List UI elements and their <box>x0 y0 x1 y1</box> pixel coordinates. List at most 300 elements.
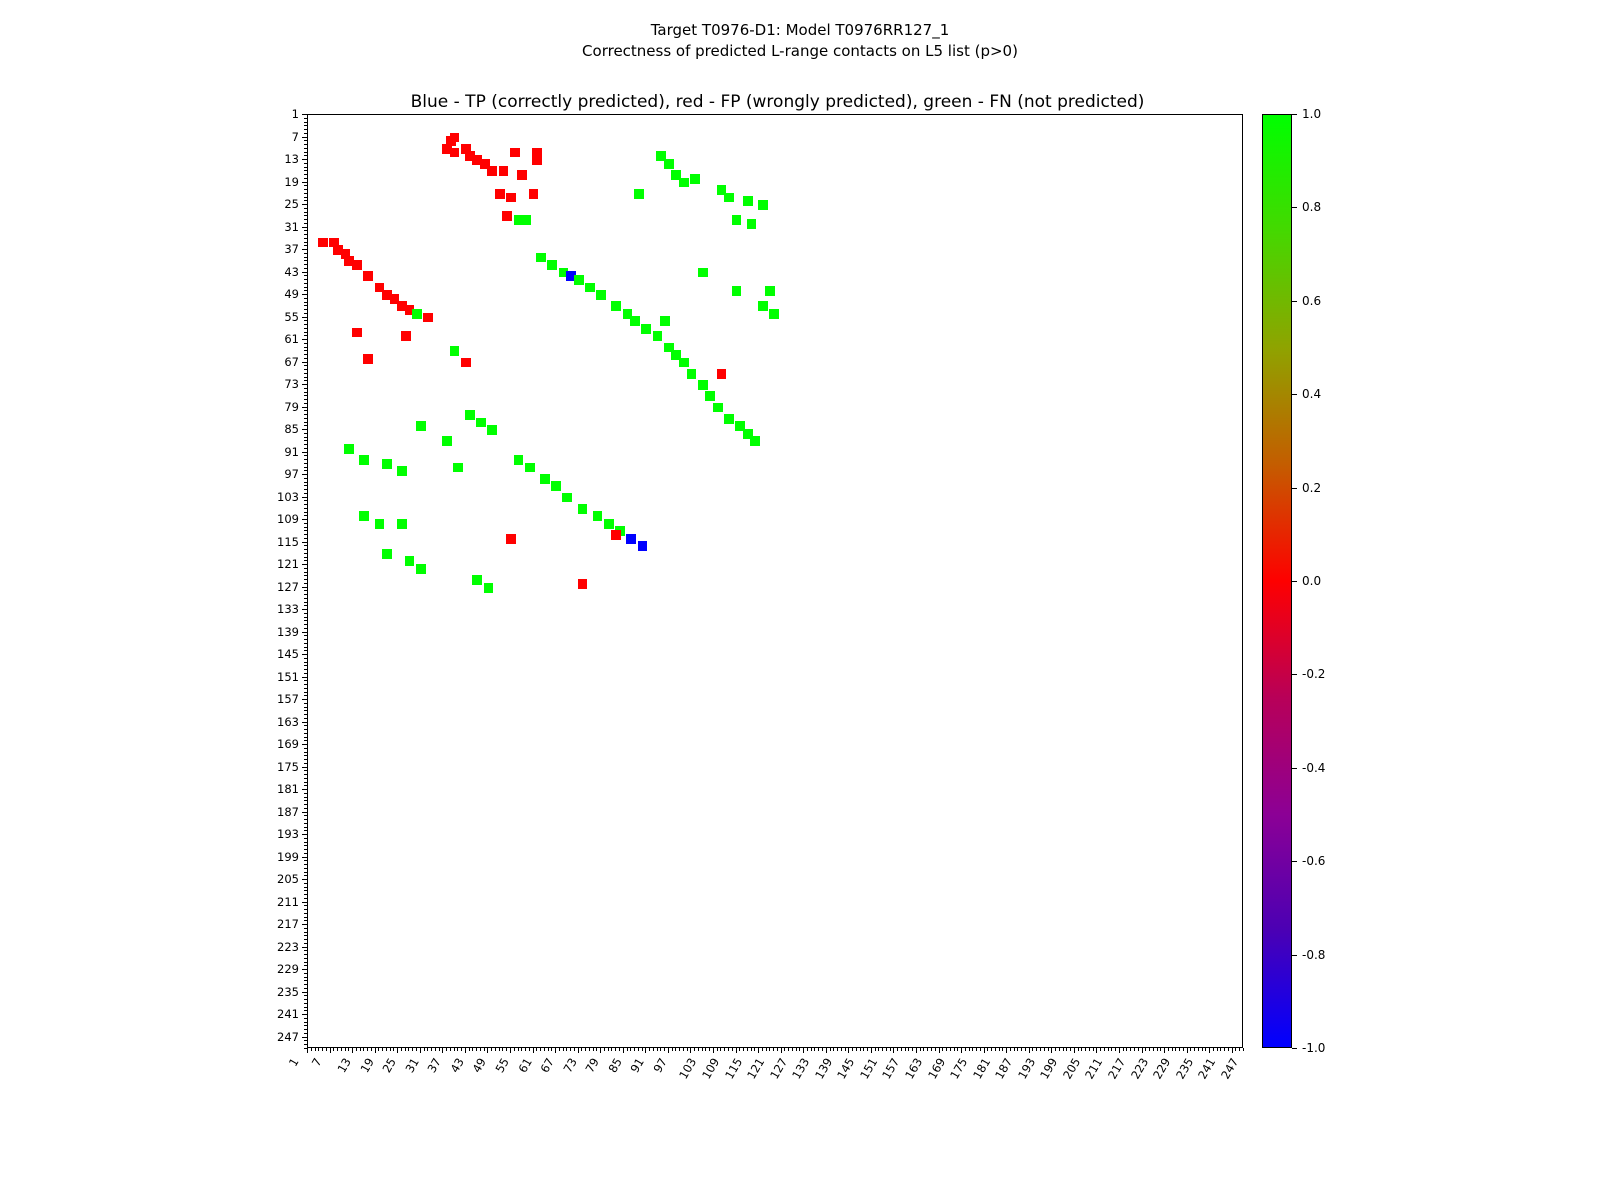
contact-cell <box>359 511 369 521</box>
x-minor-tick <box>1138 1048 1139 1051</box>
x-minor-tick <box>1044 1048 1045 1051</box>
colorbar-tick-label: -0.4 <box>1302 760 1326 775</box>
x-tick-label: 235 <box>1172 1055 1196 1082</box>
contact-cell <box>626 534 636 544</box>
x-minor-tick <box>1025 1048 1026 1051</box>
x-tick-label: 109 <box>699 1055 723 1082</box>
x-tick-mark <box>1187 1048 1188 1053</box>
x-tick-mark <box>713 1048 714 1053</box>
x-minor-tick <box>611 1048 612 1051</box>
colorbar-tick-label: -0.6 <box>1302 854 1326 869</box>
y-tick-label: 241 <box>277 1007 299 1022</box>
contact-cell <box>397 466 407 476</box>
x-minor-tick <box>348 1048 349 1051</box>
x-tick-mark <box>848 1048 849 1053</box>
x-minor-tick <box>856 1048 857 1051</box>
y-tick-label: 73 <box>284 377 299 392</box>
contact-cell <box>423 313 433 323</box>
y-tick-label: 169 <box>277 737 299 752</box>
x-tick-mark <box>1029 1048 1030 1053</box>
x-minor-tick <box>754 1048 755 1051</box>
x-minor-tick <box>961 1048 962 1051</box>
x-tick-label: 61 <box>514 1055 535 1076</box>
x-minor-tick <box>799 1048 800 1051</box>
x-minor-tick <box>510 1048 511 1051</box>
y-tick-label: 175 <box>277 759 299 774</box>
x-minor-tick <box>987 1048 988 1051</box>
x-minor-tick <box>743 1048 744 1051</box>
contact-cell <box>765 286 775 296</box>
x-minor-tick <box>548 1048 549 1051</box>
x-minor-tick <box>529 1048 530 1051</box>
x-minor-tick <box>954 1048 955 1051</box>
x-minor-tick <box>668 1048 669 1051</box>
colorbar-tick-mark <box>1292 955 1297 956</box>
x-minor-tick <box>352 1048 353 1051</box>
x-minor-tick <box>901 1048 902 1051</box>
y-tick-label: 37 <box>284 242 299 257</box>
x-minor-tick <box>1063 1048 1064 1051</box>
x-minor-tick <box>1040 1048 1041 1051</box>
x-minor-tick <box>405 1048 406 1051</box>
x-minor-tick <box>905 1048 906 1051</box>
contact-cell <box>521 215 531 225</box>
y-tick-label: 25 <box>284 197 299 212</box>
x-tick-mark <box>420 1048 421 1053</box>
colorbar-tick-mark <box>1292 301 1297 302</box>
contact-cell <box>660 316 670 326</box>
x-minor-tick <box>1066 1048 1067 1051</box>
x-minor-tick <box>792 1048 793 1051</box>
x-tick-label: 145 <box>834 1055 858 1082</box>
x-minor-tick <box>1149 1048 1150 1051</box>
x-minor-tick <box>762 1048 763 1051</box>
x-tick-label: 205 <box>1059 1055 1084 1082</box>
x-minor-tick <box>863 1048 864 1051</box>
x-minor-tick <box>657 1048 658 1051</box>
contact-cell <box>690 174 700 184</box>
x-tick-mark <box>893 1048 894 1053</box>
x-minor-tick <box>566 1048 567 1051</box>
x-tick-mark <box>533 1048 534 1053</box>
y-tick-label: 43 <box>284 264 299 279</box>
contact-cell <box>698 268 708 278</box>
contact-map-plot <box>277 107 1243 1082</box>
y-tick-label: 145 <box>277 647 299 662</box>
x-minor-tick <box>784 1048 785 1051</box>
x-tick-mark <box>487 1048 488 1053</box>
x-tick-label: 73 <box>560 1055 580 1076</box>
x-minor-tick <box>920 1048 921 1051</box>
contact-cell <box>574 275 584 285</box>
x-minor-tick <box>766 1048 767 1051</box>
x-minor-tick <box>307 1048 308 1051</box>
contact-cell <box>611 301 621 311</box>
y-tick-label: 205 <box>277 872 299 887</box>
x-minor-tick <box>574 1048 575 1051</box>
x-minor-tick <box>1111 1048 1112 1051</box>
x-tick-mark <box>736 1048 737 1053</box>
x-minor-tick <box>736 1048 737 1051</box>
x-minor-tick <box>333 1048 334 1051</box>
x-tick-mark <box>668 1048 669 1053</box>
x-minor-tick <box>1119 1048 1120 1051</box>
x-tick-mark <box>442 1048 443 1053</box>
x-tick-mark <box>1164 1048 1165 1053</box>
x-minor-tick <box>781 1048 782 1051</box>
x-minor-tick <box>927 1048 928 1051</box>
contact-cell <box>698 380 708 390</box>
x-minor-tick <box>942 1048 943 1051</box>
x-minor-tick <box>367 1048 368 1051</box>
x-minor-tick <box>619 1048 620 1051</box>
contact-cell <box>363 271 373 281</box>
y-tick-label: 103 <box>277 489 299 504</box>
x-tick-label: 115 <box>721 1055 745 1082</box>
contact-cell <box>442 436 452 446</box>
x-minor-tick <box>439 1048 440 1051</box>
contact-cell <box>638 541 648 551</box>
x-minor-tick <box>371 1048 372 1051</box>
contact-cell <box>416 421 426 431</box>
x-minor-tick <box>1209 1048 1210 1051</box>
contact-cell <box>724 193 734 203</box>
x-minor-tick <box>420 1048 421 1051</box>
x-minor-tick <box>705 1048 706 1051</box>
contact-cell <box>540 474 550 484</box>
colorbar-tick-label: 0.0 <box>1302 574 1322 588</box>
x-minor-tick <box>487 1048 488 1051</box>
colorbar <box>1262 107 1326 1055</box>
x-minor-tick <box>991 1048 992 1051</box>
y-tick-label: 19 <box>284 174 299 189</box>
x-tick-mark <box>939 1048 940 1053</box>
y-tick-label: 79 <box>284 399 299 414</box>
x-minor-tick <box>559 1048 560 1051</box>
x-minor-tick <box>1134 1048 1135 1051</box>
x-tick-mark <box>555 1048 556 1053</box>
x-tick-mark <box>781 1048 782 1053</box>
x-minor-tick <box>465 1048 466 1051</box>
x-tick-label: 1 <box>285 1055 302 1069</box>
x-minor-tick <box>822 1048 823 1051</box>
y-tick-label: 139 <box>277 624 299 639</box>
x-minor-tick <box>1006 1048 1007 1051</box>
x-minor-tick <box>615 1048 616 1051</box>
x-minor-tick <box>401 1048 402 1051</box>
colorbar-tick-mark <box>1292 768 1297 769</box>
x-minor-tick <box>1205 1048 1206 1051</box>
contact-cell <box>375 519 385 529</box>
x-minor-tick <box>1220 1048 1221 1051</box>
x-minor-tick <box>476 1048 477 1051</box>
contact-cell <box>611 530 621 540</box>
x-minor-tick <box>1213 1048 1214 1051</box>
contact-cell <box>547 260 557 270</box>
contact-cell <box>499 166 509 176</box>
contact-cell <box>758 200 768 210</box>
x-tick-label: 217 <box>1105 1055 1129 1082</box>
x-minor-tick <box>1093 1048 1094 1051</box>
x-minor-tick <box>311 1048 312 1051</box>
x-minor-tick <box>867 1048 868 1051</box>
contact-cell <box>634 189 644 199</box>
contact-cell <box>743 196 753 206</box>
x-minor-tick <box>345 1048 346 1051</box>
contact-cell <box>679 358 689 368</box>
x-minor-tick <box>1126 1048 1127 1051</box>
x-minor-tick <box>890 1048 891 1051</box>
contact-cell <box>705 391 715 401</box>
x-minor-tick <box>506 1048 507 1051</box>
x-minor-tick <box>690 1048 691 1051</box>
contact-cell <box>732 215 742 225</box>
x-minor-tick <box>1239 1048 1240 1051</box>
x-minor-tick <box>1153 1048 1154 1051</box>
x-minor-tick <box>912 1048 913 1051</box>
x-minor-tick <box>848 1048 849 1051</box>
x-minor-tick <box>1002 1048 1003 1051</box>
x-tick-mark <box>1096 1048 1097 1053</box>
contact-cell <box>506 534 516 544</box>
x-minor-tick <box>1217 1048 1218 1051</box>
x-minor-tick <box>826 1048 827 1051</box>
x-tick-label: 163 <box>902 1055 926 1082</box>
x-minor-tick <box>341 1048 342 1051</box>
y-tick-label: 133 <box>277 602 299 617</box>
x-minor-tick <box>908 1048 909 1051</box>
x-tick-label: 121 <box>744 1055 768 1082</box>
x-tick-label: 127 <box>766 1055 790 1082</box>
x-minor-tick <box>886 1048 887 1051</box>
contact-cell <box>585 283 595 293</box>
x-tick-mark <box>826 1048 827 1053</box>
x-tick-mark <box>1051 1048 1052 1053</box>
x-minor-tick <box>687 1048 688 1051</box>
x-minor-tick <box>1130 1048 1131 1051</box>
x-minor-tick <box>386 1048 387 1051</box>
x-tick-label: 241 <box>1195 1055 1219 1082</box>
x-tick-mark <box>1232 1048 1233 1053</box>
x-minor-tick <box>811 1048 812 1051</box>
x-minor-tick <box>1070 1048 1071 1051</box>
x-minor-tick <box>965 1048 966 1051</box>
x-minor-tick <box>837 1048 838 1051</box>
x-minor-tick <box>694 1048 695 1051</box>
x-minor-tick <box>713 1048 714 1051</box>
x-minor-tick <box>521 1048 522 1051</box>
x-tick-mark <box>352 1048 353 1053</box>
x-minor-tick <box>469 1048 470 1051</box>
colorbar-tick-label: 0.4 <box>1302 387 1322 402</box>
y-tick-label: 121 <box>277 557 299 572</box>
x-minor-tick <box>551 1048 552 1051</box>
x-minor-tick <box>326 1048 327 1051</box>
x-minor-tick <box>472 1048 473 1051</box>
contact-cell <box>359 455 369 465</box>
x-minor-tick <box>337 1048 338 1051</box>
x-minor-tick <box>1017 1048 1018 1051</box>
contact-cell <box>532 155 542 165</box>
x-minor-tick <box>1014 1048 1015 1051</box>
x-tick-label: 211 <box>1082 1055 1106 1082</box>
x-tick-mark <box>1074 1048 1075 1053</box>
x-minor-tick <box>634 1048 635 1051</box>
y-tick-label: 127 <box>277 579 299 594</box>
x-tick-mark <box>1209 1048 1210 1053</box>
y-tick-label: 193 <box>277 827 299 842</box>
x-minor-tick <box>1160 1048 1161 1051</box>
x-minor-tick <box>709 1048 710 1051</box>
x-minor-tick <box>457 1048 458 1051</box>
title-line-2: Correctness of predicted L-range contacts on L5 list (p>0) <box>582 42 1018 60</box>
x-tick-mark <box>578 1048 579 1053</box>
x-minor-tick <box>923 1048 924 1051</box>
contact-cell <box>551 481 561 491</box>
x-tick-mark <box>984 1048 985 1053</box>
x-minor-tick <box>845 1048 846 1051</box>
x-minor-tick <box>536 1048 537 1051</box>
x-tick-label: 67 <box>537 1055 557 1076</box>
x-minor-tick <box>442 1048 443 1051</box>
x-minor-tick <box>1202 1048 1203 1051</box>
x-minor-tick <box>675 1048 676 1051</box>
colorbar-tick-label: -0.2 <box>1302 667 1326 682</box>
x-tick-mark <box>397 1048 398 1053</box>
x-minor-tick <box>1078 1048 1079 1051</box>
contact-cell <box>604 519 614 529</box>
x-minor-tick <box>431 1048 432 1051</box>
x-minor-tick <box>480 1048 481 1051</box>
contact-cell <box>510 148 520 158</box>
x-minor-tick <box>1175 1048 1176 1051</box>
x-tick-label: 55 <box>492 1055 512 1076</box>
x-tick-label: 91 <box>627 1055 648 1076</box>
x-minor-tick <box>999 1048 1000 1051</box>
x-minor-tick <box>495 1048 496 1051</box>
x-minor-tick <box>1036 1048 1037 1051</box>
colorbar-tick-label: -1.0 <box>1302 1041 1326 1055</box>
y-tick-label: 199 <box>277 849 299 864</box>
x-minor-tick <box>1055 1048 1056 1051</box>
y-minor-tick <box>304 1048 307 1049</box>
contact-cell <box>529 189 539 199</box>
x-minor-tick <box>841 1048 842 1051</box>
contact-cell <box>502 211 512 221</box>
x-minor-tick <box>533 1048 534 1051</box>
x-minor-tick <box>623 1048 624 1051</box>
colorbar-tick-mark <box>1292 488 1297 489</box>
contact-cell <box>578 504 588 514</box>
colorbar-tick-label: 0.8 <box>1302 200 1322 215</box>
x-minor-tick <box>1243 1048 1244 1051</box>
x-minor-tick <box>773 1048 774 1051</box>
x-tick-label: 103 <box>676 1055 700 1082</box>
contact-cell <box>687 369 697 379</box>
x-minor-tick <box>758 1048 759 1051</box>
x-minor-tick <box>544 1048 545 1051</box>
x-tick-label: 13 <box>334 1055 354 1076</box>
x-tick-label: 157 <box>879 1055 903 1082</box>
x-minor-tick <box>777 1048 778 1051</box>
x-minor-tick <box>397 1048 398 1051</box>
x-minor-tick <box>935 1048 936 1051</box>
contact-cell <box>593 511 603 521</box>
x-minor-tick <box>514 1048 515 1051</box>
x-minor-tick <box>393 1048 394 1051</box>
x-minor-tick <box>939 1048 940 1051</box>
x-minor-tick <box>860 1048 861 1051</box>
contact-cell <box>758 301 768 311</box>
x-minor-tick <box>408 1048 409 1051</box>
contact-cell <box>405 556 415 566</box>
x-minor-tick <box>499 1048 500 1051</box>
x-minor-tick <box>878 1048 879 1051</box>
y-tick-label: 211 <box>277 894 299 909</box>
y-tick-label: 187 <box>277 804 299 819</box>
x-minor-tick <box>600 1048 601 1051</box>
x-minor-tick <box>1228 1048 1229 1051</box>
x-minor-tick <box>803 1048 804 1051</box>
x-minor-tick <box>747 1048 748 1051</box>
x-minor-tick <box>1104 1048 1105 1051</box>
contact-cell <box>750 436 760 446</box>
x-tick-label: 97 <box>650 1055 670 1076</box>
x-minor-tick <box>1172 1048 1173 1051</box>
x-minor-tick <box>1183 1048 1184 1051</box>
x-minor-tick <box>322 1048 323 1051</box>
x-minor-tick <box>984 1048 985 1051</box>
contact-cell <box>724 414 734 424</box>
y-tick-label: 157 <box>277 692 299 707</box>
x-minor-tick <box>739 1048 740 1051</box>
x-tick-label: 49 <box>469 1055 490 1076</box>
x-tick-label: 223 <box>1127 1055 1151 1082</box>
x-tick-label: 139 <box>811 1055 835 1082</box>
x-minor-tick <box>1010 1048 1011 1051</box>
x-minor-tick <box>653 1048 654 1051</box>
x-minor-tick <box>375 1048 376 1051</box>
x-minor-tick <box>980 1048 981 1051</box>
x-minor-tick <box>957 1048 958 1051</box>
x-minor-tick <box>830 1048 831 1051</box>
contact-cell <box>453 463 463 473</box>
contact-cell <box>465 410 475 420</box>
x-minor-tick <box>1032 1048 1033 1051</box>
x-minor-tick <box>581 1048 582 1051</box>
x-minor-tick <box>724 1048 725 1051</box>
x-tick-label: 19 <box>357 1055 377 1076</box>
x-minor-tick <box>717 1048 718 1051</box>
x-minor-tick <box>1108 1048 1109 1051</box>
contact-cell <box>653 331 663 341</box>
contact-cell <box>717 369 727 379</box>
x-tick-mark <box>623 1048 624 1053</box>
x-minor-tick <box>589 1048 590 1051</box>
x-minor-tick <box>976 1048 977 1051</box>
x-minor-tick <box>679 1048 680 1051</box>
contact-cell <box>352 328 362 338</box>
x-minor-tick <box>969 1048 970 1051</box>
x-minor-tick <box>1198 1048 1199 1051</box>
y-tick-label: 55 <box>284 309 299 324</box>
contact-cell <box>495 189 505 199</box>
colorbar-tick-mark <box>1292 1048 1297 1049</box>
contact-cell <box>412 309 422 319</box>
x-minor-tick <box>555 1048 556 1051</box>
x-minor-tick <box>728 1048 729 1051</box>
x-minor-tick <box>1021 1048 1022 1051</box>
